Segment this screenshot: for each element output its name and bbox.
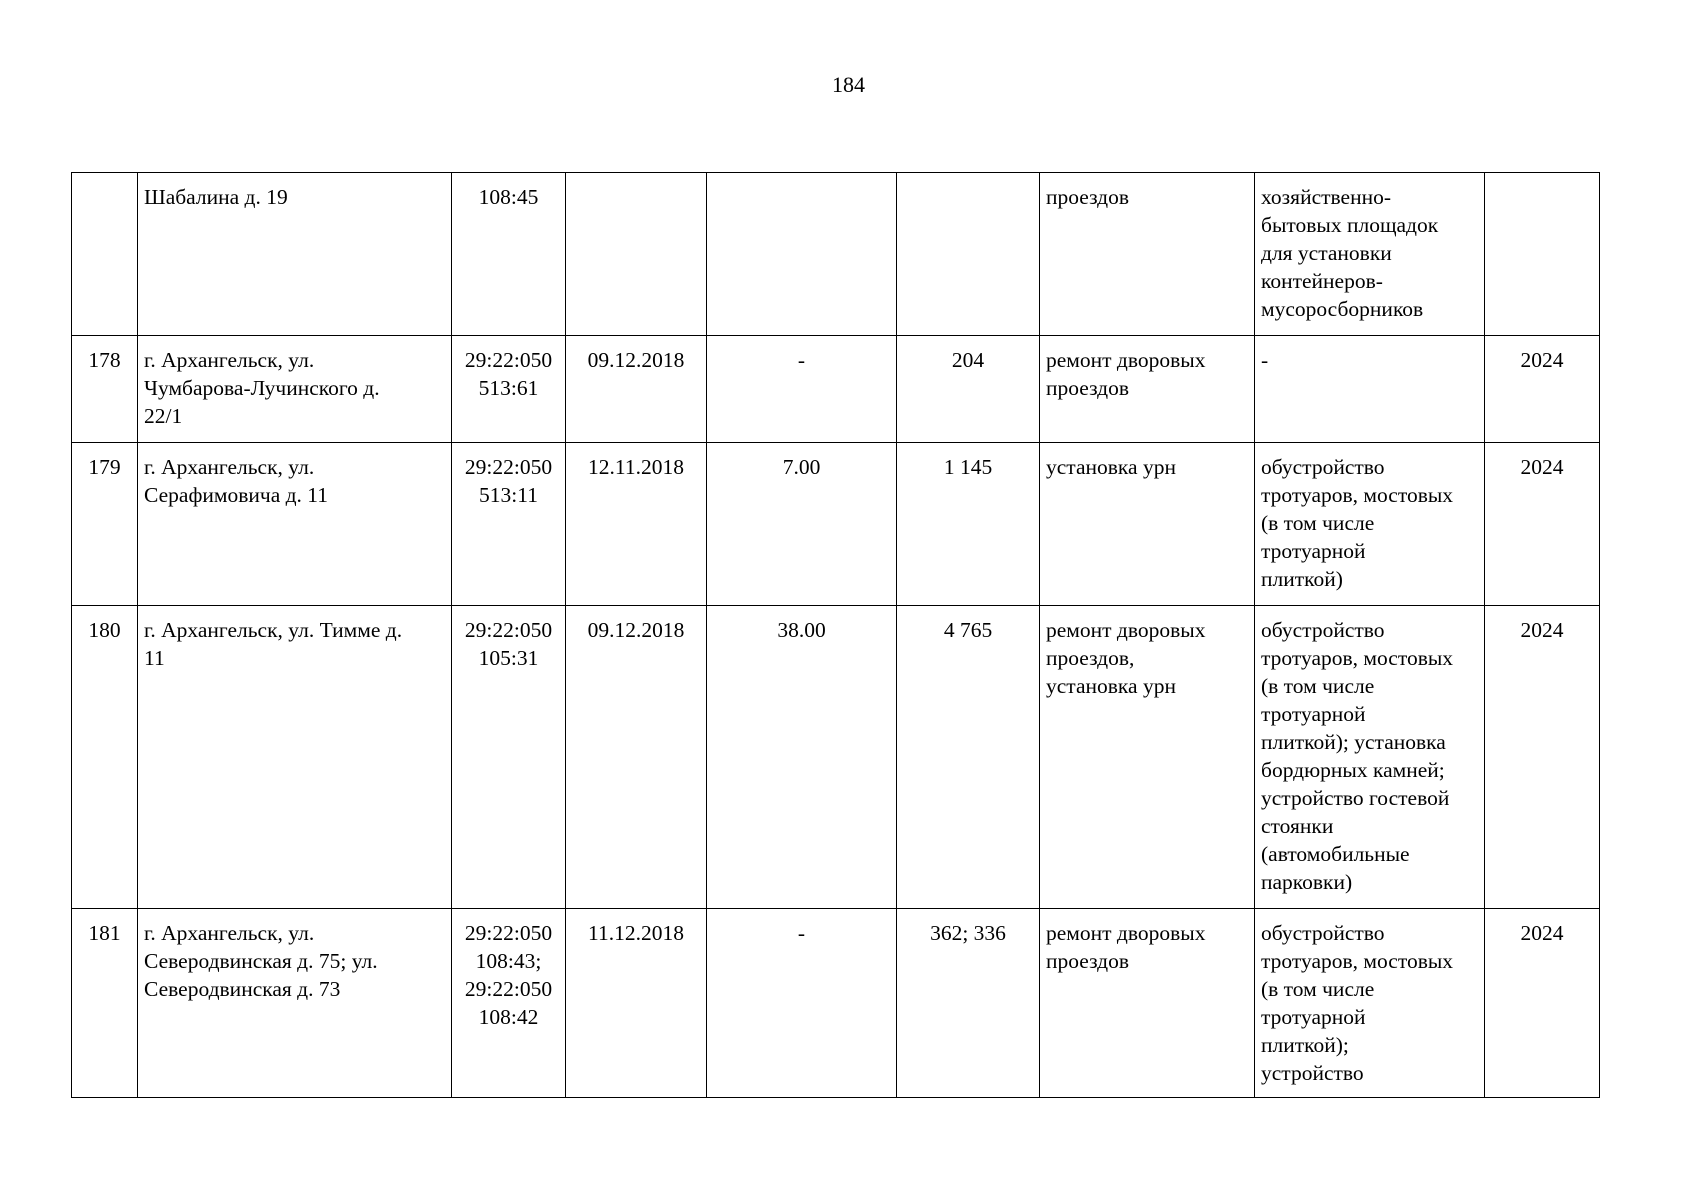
address-cell: [138, 909, 452, 1098]
extra-works-cell: [1255, 173, 1485, 336]
works: проездов: [1046, 185, 1130, 209]
year-cell: [1485, 336, 1600, 443]
year: 2024: [1520, 348, 1564, 372]
extra-works-cell: [1255, 606, 1485, 909]
cadastral-number: 29:22:050 513:61: [464, 348, 553, 400]
registry-table: [71, 172, 1600, 1098]
square-cell: [897, 336, 1040, 443]
works-cell: [1040, 173, 1255, 336]
year-cell: [1485, 443, 1600, 606]
extra-works-cell: [1255, 909, 1485, 1098]
date-cell: [566, 443, 707, 606]
cadastral-number: 29:22:050 513:11: [464, 455, 553, 507]
square: 4 765: [943, 618, 993, 642]
date-cell: [566, 909, 707, 1098]
area-cell: [707, 173, 897, 336]
cadastral-cell: [452, 606, 566, 909]
cadastral-cell: [452, 443, 566, 606]
cadastral-cell: [452, 336, 566, 443]
date: 12.11.2018: [588, 455, 684, 479]
works-cell: [1040, 443, 1255, 606]
page-number: 184: [832, 72, 865, 97]
area: -: [797, 348, 806, 372]
square: 1 145: [943, 455, 993, 479]
cadastral-number: 108:45: [478, 185, 539, 209]
address-cell: [138, 606, 452, 909]
extra-works-cell: [1255, 336, 1485, 443]
row-number-cell: [72, 336, 138, 443]
works-cell: [1040, 909, 1255, 1098]
extra-works: -: [1261, 348, 1269, 372]
row-number-cell: [72, 606, 138, 909]
area-cell: [707, 909, 897, 1098]
year: 2024: [1520, 921, 1564, 945]
row-number-cell: [72, 909, 138, 1098]
table-row: [72, 443, 1600, 606]
address: Шабалина д. 19: [144, 185, 288, 209]
cadastral-number: 29:22:050 108:43; 29:22:050 108:42: [464, 921, 553, 1029]
date-cell: [566, 606, 707, 909]
date-cell: [566, 173, 707, 336]
row-number: 179: [88, 455, 121, 479]
address-cell: [138, 443, 452, 606]
square: 204: [951, 348, 985, 372]
cadastral-cell: [452, 909, 566, 1098]
table-row: [72, 336, 1600, 443]
square-cell: [897, 173, 1040, 336]
year: 2024: [1520, 455, 1564, 479]
cadastral-number: 29:22:050 105:31: [464, 618, 553, 670]
works: ремонт дворовых проездов: [1046, 921, 1206, 973]
row-number: 181: [88, 921, 121, 945]
square-cell: [897, 443, 1040, 606]
extra-works: обустройство тротуаров, мостовых (в том числе тротуарной плиткой): [1261, 455, 1454, 591]
area-cell: [707, 443, 897, 606]
area: 7.00: [782, 455, 821, 479]
area-cell: [707, 606, 897, 909]
date: 09.12.2018: [587, 348, 685, 372]
row-number-cell: [72, 173, 138, 336]
extra-works: обустройство тротуаров, мостовых (в том числе тротуарной плиткой); установка бордюрных камней; устройство гостевой стоянки (автомобильные парковки): [1261, 618, 1454, 894]
extra-works: обустройство тротуаров, мостовых (в том числе тротуарной плиткой); устройство: [1261, 921, 1454, 1085]
works: установка урн: [1046, 455, 1176, 479]
address: г. Архангельск, ул. Чумбарова-Лучинского д. 22/1: [144, 348, 380, 428]
square-cell: [897, 606, 1040, 909]
works: ремонт дворовых проездов: [1046, 348, 1206, 400]
date-cell: [566, 336, 707, 443]
works: ремонт дворовых проездов, установка урн: [1046, 618, 1206, 698]
table-row: [72, 606, 1600, 909]
address-cell: [138, 173, 452, 336]
date: 09.12.2018: [587, 618, 685, 642]
cadastral-cell: [452, 173, 566, 336]
year-cell: [1485, 173, 1600, 336]
address: г. Архангельск, ул. Серафимовича д. 11: [144, 455, 329, 507]
address-cell: [138, 336, 452, 443]
area: -: [797, 921, 806, 945]
square-cell: [897, 909, 1040, 1098]
row-number: 178: [88, 348, 121, 372]
year: 2024: [1520, 618, 1564, 642]
extra-works: хозяйственно- бытовых площадок для установки контейнеров- мусоросборников: [1261, 185, 1439, 321]
table-row: [72, 173, 1600, 336]
square: 362; 336: [930, 921, 1006, 945]
address: г. Архангельск, ул. Северодвинская д. 75; ул. Северодвинская д. 73: [144, 921, 378, 1001]
row-number: 180: [88, 618, 121, 642]
extra-works-cell: [1255, 443, 1485, 606]
area: 38.00: [777, 618, 826, 642]
table-row: [72, 909, 1600, 1098]
date: 11.12.2018: [588, 921, 684, 945]
year-cell: [1485, 909, 1600, 1098]
area-cell: [707, 336, 897, 443]
address: г. Архангельск, ул. Тимме д. 11: [144, 618, 403, 670]
year-cell: [1485, 606, 1600, 909]
works-cell: [1040, 606, 1255, 909]
works-cell: [1040, 336, 1255, 443]
row-number-cell: [72, 443, 138, 606]
